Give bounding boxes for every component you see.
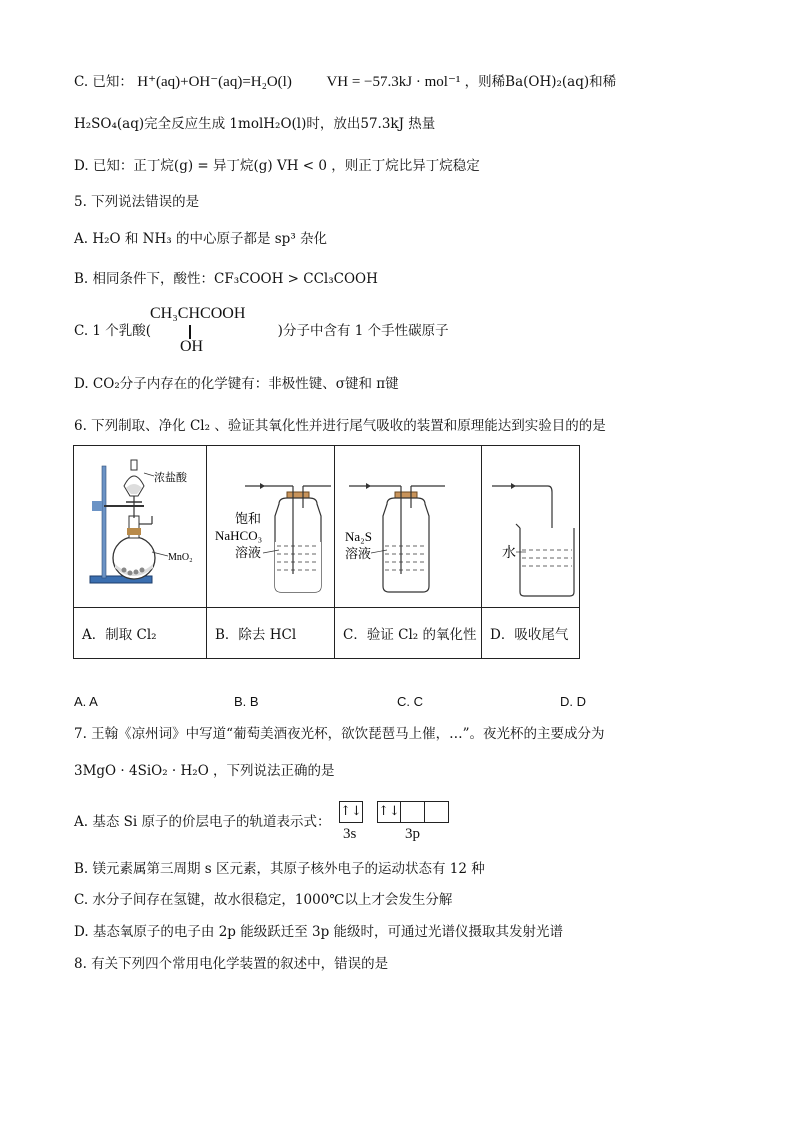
- lactic-acid-formula-top: CH₃CHCOOH: [150, 305, 246, 322]
- chlorine-generator-diagram: [74, 446, 206, 603]
- q7-option-c: C. 水分子间存在氢键，故水很稳定，1000℃以上才会发生分解: [74, 892, 453, 908]
- q4-c-rest: ，则稀Ba(OH)₂(aq)和稀: [464, 74, 617, 90]
- q5-c-pre: C. 1 个乳酸(: [74, 323, 152, 339]
- q4-c-label: C. 已知：: [74, 74, 133, 90]
- caption-c: C．验证 Cl₂ 的氧化性: [335, 608, 482, 659]
- q4-option-c-line1: [74, 72, 616, 92]
- orbital-3s: [339, 801, 363, 823]
- q5-c-post: )分子中含有 1 个手性碳原子: [277, 323, 449, 339]
- label-na2s: Na₂S: [345, 529, 372, 544]
- orbital-3s-box: ↑↓: [339, 801, 363, 823]
- apparatus-table: [73, 445, 580, 659]
- q7-option-b: B. 镁元素属第三周期 s 区元素，其原子核外电子的运动状态有 12 种: [74, 861, 485, 877]
- q5-option-b: B. 相同条件下，酸性：CF₃COOH > CCl₃COOH: [74, 271, 378, 287]
- q6-stem: 6. 下列制取、净化 Cl₂ 、验证其氧化性并进行尾气吸收的装置和原理能达到实验目的的是: [74, 418, 606, 434]
- q5-option-d: D. CO₂分子内存在的化学键有：非极性键、σ键和 π键: [74, 376, 399, 392]
- q4-c-equation: H⁺(aq)+OH⁻(aq)=H₂O(l): [137, 74, 292, 90]
- q7-option-a: A. 基态 Si 原子的价层电子的轨道表示式：: [74, 814, 331, 830]
- caption-a: A．制取 Cl₂: [74, 608, 207, 659]
- label-concentrated-hcl: 浓盐酸: [154, 471, 187, 484]
- q6-choice-d: D. D: [560, 694, 586, 709]
- apparatus-a-cell: [74, 446, 207, 608]
- q6-choice-c: C. C: [397, 694, 423, 709]
- q7-stem-line1: 7. 王翰《凉州词》中写道“葡萄美酒夜光杯，欲饮琵琶马上催，…”。夜光杯的主要成分为: [74, 726, 605, 742]
- orbital-3p-box-2: [401, 801, 425, 823]
- label-water: 水: [502, 545, 516, 561]
- q7-stem-line2: 3MgO · 4SiO₂ · H₂O ，下列说法正确的是: [74, 763, 335, 779]
- orbital-3s-label: 3s: [343, 826, 357, 842]
- q5-stem: 5. 下列说法错误的是: [74, 194, 200, 210]
- label-saturated: 饱和: [235, 512, 262, 527]
- q5-option-c: [74, 321, 449, 341]
- q4-option-c-line2: H₂SO₄(aq)完全反应生成 1molH₂O(l)时，放出57.3kJ 热量: [74, 116, 436, 132]
- label-solution-c: 溶液: [345, 547, 372, 562]
- orbital-3p: [377, 801, 449, 823]
- nahco3-washbottle-diagram: [207, 446, 334, 603]
- apparatus-c-cell: [335, 446, 482, 608]
- apparatus-d-cell: [482, 446, 580, 608]
- water-beaker-diagram: [482, 446, 579, 603]
- lactic-acid-bond: [189, 325, 191, 339]
- q5-option-a: A. H₂O 和 NH₃ 的中心原子都是 sp³ 杂化: [74, 231, 328, 247]
- q6-choice-a: A. A: [74, 694, 98, 709]
- label-solution-b: 溶液: [235, 546, 262, 561]
- label-nahco3: NaHCO₃: [215, 528, 263, 543]
- apparatus-b-cell: [207, 446, 335, 608]
- q8-stem: 8. 有关下列四个常用电化学装置的叙述中，错误的是: [74, 956, 389, 972]
- q4-option-d: D. 已知：正丁烷(g) = 异丁烷(g) VH < 0 ，则正丁烷比异丁烷稳定: [74, 158, 480, 174]
- orbital-3p-box-1: ↑↓: [377, 801, 401, 823]
- label-mno2: MnO₂: [168, 552, 193, 563]
- caption-d: D．吸收尾气: [482, 608, 580, 659]
- q4-c-enthalpy: VH = −57.3kJ · mol⁻¹: [326, 74, 461, 90]
- orbital-3p-box-3: [425, 801, 449, 823]
- q6-choice-b: B. B: [234, 694, 259, 709]
- na2s-washbottle-diagram: [335, 446, 481, 603]
- orbital-3p-label: 3p: [405, 826, 420, 842]
- q7-option-d: D. 基态氧原子的电子由 2p 能级跃迁至 3p 能级时，可通过光谱仪摄取其发射光谱: [74, 924, 564, 940]
- lactic-acid-formula-bottom: OH: [180, 338, 204, 355]
- caption-b: B．除去 HCl: [207, 608, 335, 659]
